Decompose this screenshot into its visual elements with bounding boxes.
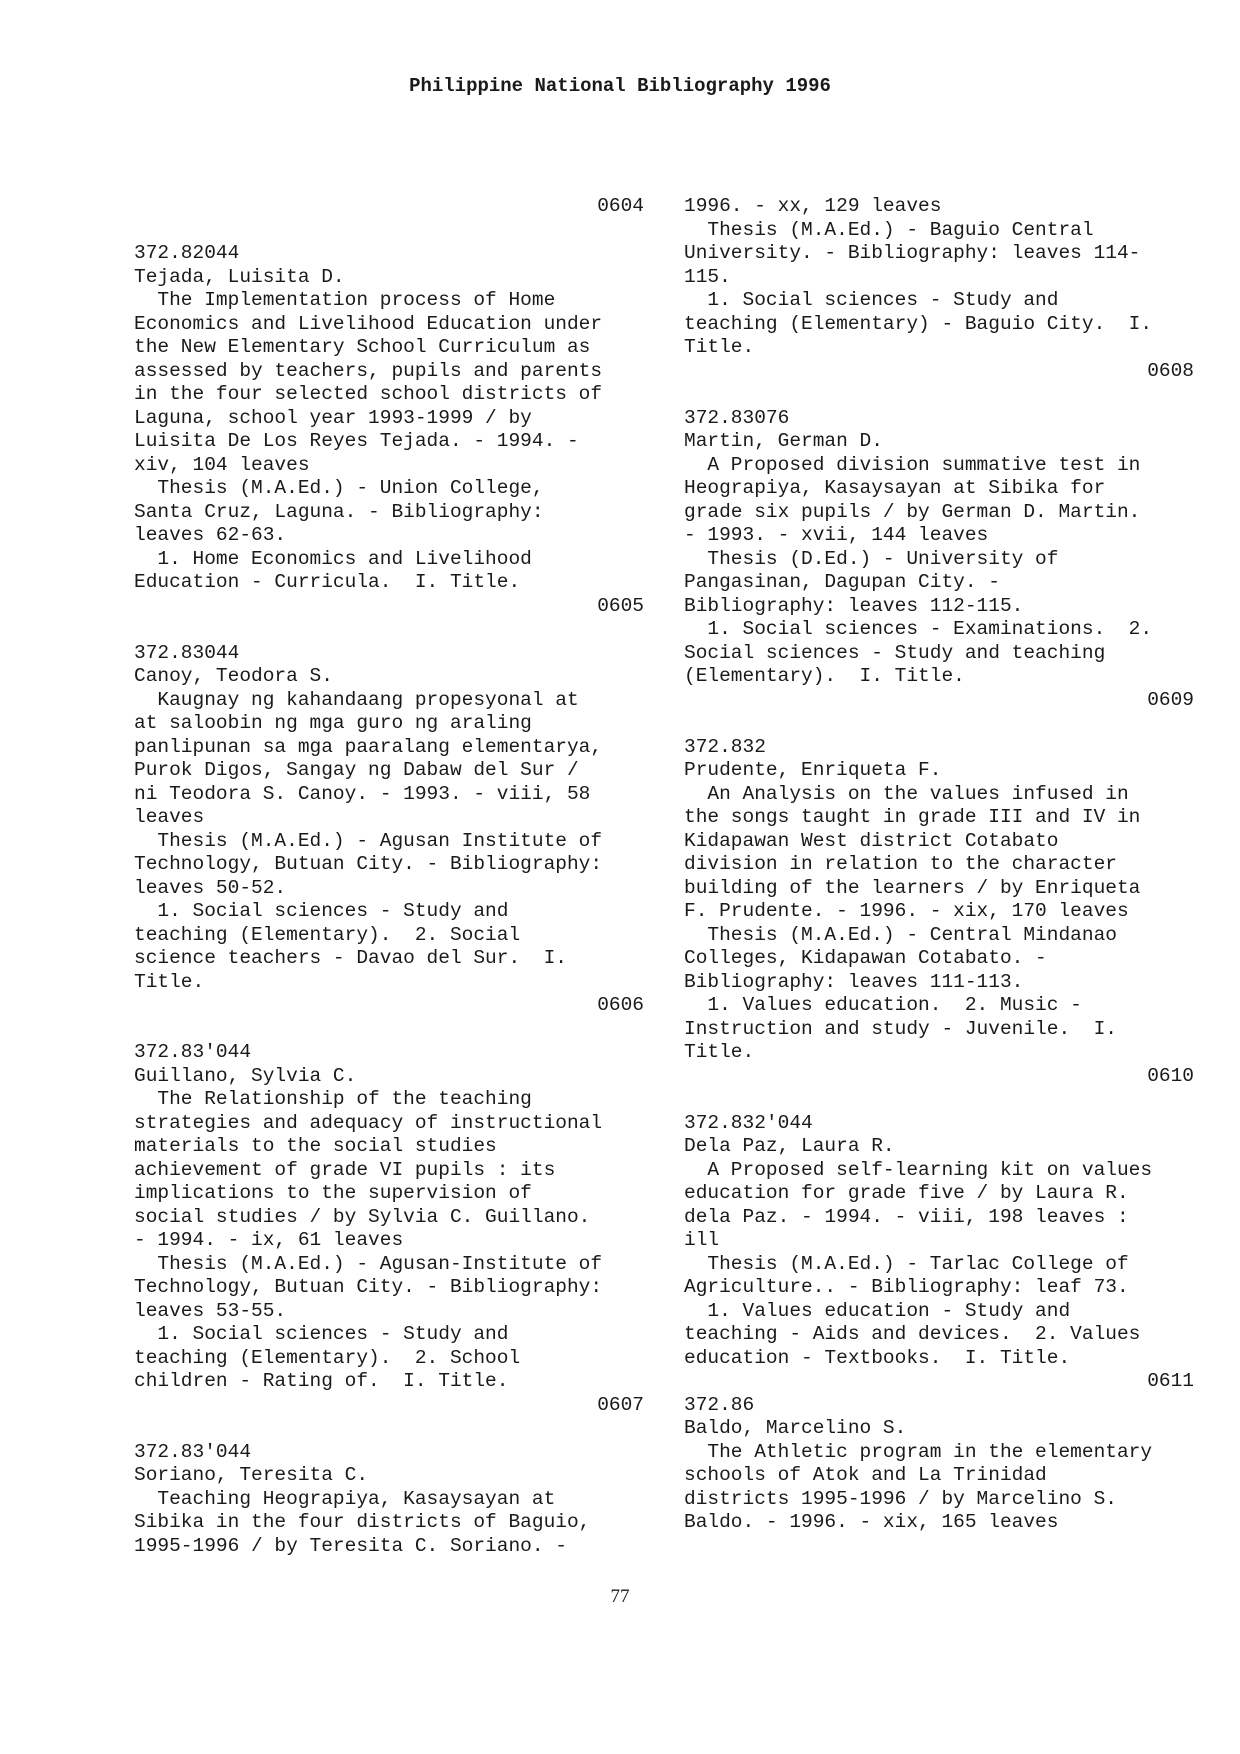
entry-line: Martin, German D. <box>684 430 883 452</box>
entry-line: panlipunan sa mga paaralang elementarya, <box>134 735 603 758</box>
bibliographic-entry-0604 <box>134 242 644 595</box>
entry-line: ni Teodora S. Canoy. - 1993. - viii, 58 <box>134 782 591 805</box>
entry-line: social studies / by Sylvia C. Guillano. <box>134 1205 591 1228</box>
entry-line: 1. Social sciences - Study and <box>134 1323 509 1345</box>
entry-line: Thesis (M.A.Ed.) - Union College, <box>134 477 544 499</box>
page-number: 77 <box>610 1586 630 1607</box>
entry-line: leaves 62-63. <box>134 524 287 546</box>
entry-line: Thesis (M.A.Ed.) - Baguio Central <box>684 218 1094 241</box>
entry-line: Tejada, Luisita D. <box>134 265 345 288</box>
entry-line: 372.832'044 <box>684 1111 813 1134</box>
page-title: Philippine National Bibliography 1996 <box>409 75 831 97</box>
entry-number-0606: 0606 <box>597 994 644 1016</box>
entry-line: Pangasinan, Dagupan City. - <box>684 571 1000 593</box>
entry-line: ill <box>684 1229 720 1251</box>
left-column <box>134 195 644 1558</box>
entry-line: Thesis (M.A.Ed.) - Central Mindanao <box>684 923 1117 946</box>
entry-line: 372.82044 <box>134 242 240 264</box>
entry-line: Luisita De Los Reyes Tejada. - 1994. - <box>134 430 579 452</box>
entry-spacer <box>684 712 1194 736</box>
entry-spacer <box>134 219 644 243</box>
entry-line: schools of Atok and La Trinidad <box>684 1464 1047 1486</box>
entry-line: Soriano, Teresita C. <box>134 1464 369 1486</box>
entry-line: 1. Values education. 2. Music - <box>684 994 1082 1016</box>
bibliographic-entry-0609 <box>684 736 1194 1065</box>
entry-line: Baldo, Marcelino S. <box>684 1417 907 1439</box>
entry-line: F. Prudente. - 1996. - xix, 170 leaves <box>684 900 1129 922</box>
bibliographic-entry-0606 <box>134 1041 644 1394</box>
entry-line: children - Rating of. I. Title. <box>134 1370 509 1392</box>
entry-number-0611: 0611 <box>1147 1370 1194 1392</box>
entry-spacer <box>134 1417 644 1441</box>
bibliographic-entry-0605 <box>134 642 644 995</box>
entry-line: 372.83'044 <box>134 1041 252 1063</box>
entry-line: 372.83044 <box>134 641 240 664</box>
entry-line: Education - Curricula. I. Title. <box>134 571 521 593</box>
bibliographic-entry-0607 <box>134 1441 644 1559</box>
entry-spacer <box>134 618 644 642</box>
entry-number-0607: 0607 <box>597 1393 644 1416</box>
entry-line: 115. <box>684 265 731 288</box>
entry-line: Thesis (M.A.Ed.) - Agusan-Institute of <box>134 1252 603 1275</box>
entry-line: leaves 50-52. <box>134 876 287 899</box>
entry-line: grade six pupils / by German D. Martin. <box>684 500 1141 523</box>
entry-line: 1996. - xx, 129 leaves <box>684 195 942 217</box>
entry-line: - 1993. - xvii, 144 leaves <box>684 524 989 546</box>
entry-line: Bibliography: leaves 111-113. <box>684 970 1024 993</box>
entry-line: Prudente, Enriqueta F. <box>684 759 942 781</box>
entry-line: achievement of grade VI pupils : its <box>134 1158 556 1181</box>
entry-line: Canoy, Teodora S. <box>134 665 333 687</box>
bibliographic-entry-0607-continued <box>684 195 1194 360</box>
right-column <box>684 195 1194 1535</box>
entry-line: leaves <box>134 806 205 828</box>
entry-line: 372.86 <box>684 1393 755 1416</box>
entry-line: Laguna, school year 1993-1999 / by <box>134 406 532 429</box>
entry-line: Colleges, Kidapawan Cotabato. - <box>684 947 1047 969</box>
entry-line: Baldo. - 1996. - xix, 165 leaves <box>684 1511 1059 1533</box>
entry-line: Technology, Butuan City. - Bibliography: <box>134 1276 603 1298</box>
entry-line: - 1994. - ix, 61 leaves <box>134 1229 404 1251</box>
entry-number-0610: 0610 <box>1147 1064 1194 1087</box>
entry-line: science teachers - Davao del Sur. I. <box>134 947 567 969</box>
entry-line: materials to the social studies <box>134 1135 497 1157</box>
entry-line: teaching (Elementary). 2. School <box>134 1346 521 1369</box>
entry-line: 1995-1996 / by Teresita C. Soriano. - <box>134 1534 567 1557</box>
entry-line: Title. <box>684 336 755 358</box>
entry-line: Purok Digos, Sangay ng Dabaw del Sur / <box>134 759 579 781</box>
entry-line: Thesis (D.Ed.) - University of <box>684 547 1059 570</box>
entry-line: 1. Social sciences - Examinations. 2. <box>684 618 1153 640</box>
entry-line: xiv, 104 leaves <box>134 453 310 476</box>
entry-line: dela Paz. - 1994. - viii, 198 leaves : <box>684 1205 1129 1228</box>
entry-line: Social sciences - Study and teaching <box>684 641 1106 664</box>
entry-line: 372.83076 <box>684 406 790 429</box>
entry-line: Bibliography: leaves 112-115. <box>684 594 1024 617</box>
entry-line: education for grade five / by Laura R. <box>684 1182 1129 1204</box>
entry-line: 372.832 <box>684 735 766 758</box>
entry-line: teaching (Elementary) - Baguio City. I. <box>684 312 1153 335</box>
entry-line: Sibika in the four districts of Baguio, <box>134 1511 591 1533</box>
entry-line: Dela Paz, Laura R. <box>684 1135 895 1157</box>
entry-line: Teaching Heograpiya, Kasaysayan at <box>134 1487 556 1510</box>
entry-spacer <box>134 1018 644 1042</box>
entry-line: education - Textbooks. I. Title. <box>684 1346 1071 1369</box>
entry-line: An Analysis on the values infused in <box>684 782 1129 805</box>
entry-line: 1. Values education - Study and <box>684 1299 1071 1322</box>
entry-line: 372.83'044 <box>134 1440 252 1463</box>
entry-line: the New Elementary School Curriculum as <box>134 336 591 358</box>
entry-line: (Elementary). I. Title. <box>684 665 965 687</box>
entry-line: Guillano, Sylvia C. <box>134 1064 357 1087</box>
entry-spacer <box>684 383 1194 407</box>
entry-line: Technology, Butuan City. - Bibliography: <box>134 853 603 875</box>
entry-line: Title. <box>684 1041 755 1063</box>
entry-line: strategies and adequacy of instructional <box>134 1111 603 1134</box>
entry-number-0604: 0604 <box>597 195 644 217</box>
entry-line: implications to the supervision of <box>134 1182 532 1204</box>
entry-line: The Relationship of the teaching <box>134 1088 532 1110</box>
entry-line: Title. <box>134 970 205 993</box>
entry-line: Kaugnay ng kahandaang propesyonal at <box>134 688 579 711</box>
entry-number-0608: 0608 <box>1147 359 1194 382</box>
bibliographic-entry-0611 <box>684 1394 1194 1535</box>
entry-spacer <box>684 1088 1194 1112</box>
entry-line: Santa Cruz, Laguna. - Bibliography: <box>134 500 544 523</box>
entry-line: 1. Social sciences - Study and <box>684 289 1059 311</box>
bibliographic-entry-0610 <box>684 1112 1194 1371</box>
entry-line: A Proposed division summative test in <box>684 453 1141 476</box>
entry-line: The Athletic program in the elementary <box>684 1440 1153 1463</box>
entry-line: leaves 53-55. <box>134 1299 287 1322</box>
entry-line: Instruction and study - Juvenile. I. <box>684 1017 1117 1040</box>
entry-line: A Proposed self-learning kit on values <box>684 1158 1153 1181</box>
entry-line: division in relation to the character <box>684 853 1117 875</box>
entry-line: The Implementation process of Home <box>134 289 556 311</box>
entry-number-0609: 0609 <box>1147 688 1194 711</box>
entry-line: Kidapawan West district Cotabato <box>684 829 1059 852</box>
entry-line: Thesis (M.A.Ed.) - Agusan Institute of <box>134 829 603 852</box>
entry-line: assessed by teachers, pupils and parents <box>134 359 603 382</box>
entry-line: the songs taught in grade III and IV in <box>684 806 1141 828</box>
entry-line: at saloobin ng mga guro ng araling <box>134 712 532 734</box>
entry-number-0605: 0605 <box>597 594 644 617</box>
entry-line: Heograpiya, Kasaysayan at Sibika for <box>684 477 1106 499</box>
entry-line: districts 1995-1996 / by Marcelino S. <box>684 1487 1117 1510</box>
entry-line: teaching - Aids and devices. 2. Values <box>684 1323 1141 1345</box>
entry-line: in the four selected school districts of <box>134 383 603 405</box>
entry-line: 1. Social sciences - Study and <box>134 900 509 922</box>
entry-line: University. - Bibliography: leaves 114- <box>684 242 1141 264</box>
entry-line: Thesis (M.A.Ed.) - Tarlac College of <box>684 1252 1129 1275</box>
entry-line: Agriculture.. - Bibliography: leaf 73. <box>684 1276 1129 1298</box>
entry-line: 1. Home Economics and Livelihood <box>134 547 532 570</box>
entry-line: teaching (Elementary). 2. Social <box>134 923 521 946</box>
bibliographic-entry-0608 <box>684 407 1194 689</box>
entry-line: building of the learners / by Enriqueta <box>684 876 1141 899</box>
entry-line: Economics and Livelihood Education under <box>134 312 603 335</box>
